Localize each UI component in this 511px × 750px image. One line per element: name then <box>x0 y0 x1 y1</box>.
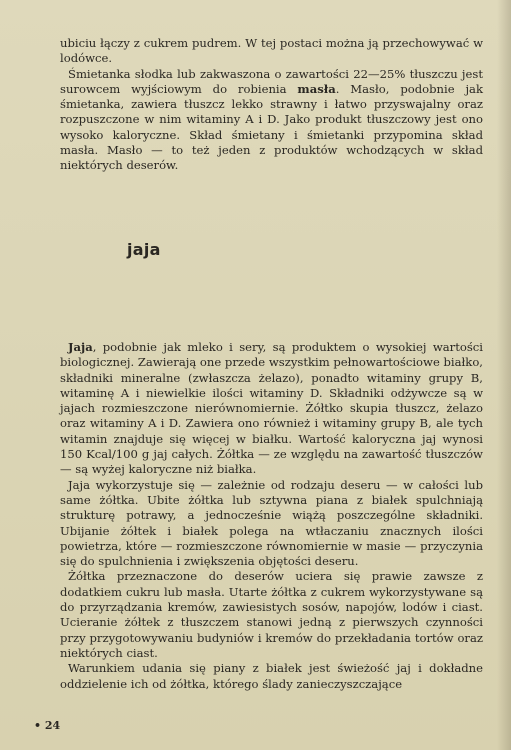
bold-term: masła <box>297 81 336 96</box>
paragraph-text: ubiciu łączy z cukrem pudrem. W tej postaci można ją przechowywać w lodówce. <box>60 36 483 66</box>
paragraph-text: , podobnie jak mleko i sery, są produktem o wysokiej wartości biologicznej. Zawierają one przede wszystkim pełnowartościowe białko, składniki mineralne (zwłaszcza żelazo), ponadto witaminy grupy B, witaminę A i niewielkie ilości witaminy D. Składniki odżywcze są w jajach rozmieszczone nierównomiernie. Żółtko skupia tłuszcz, żelazo oraz witaminy A i D. Zawiera ono również i witaminy grupy B, ale tych witamin znajduje się więcej w białku. Wartość kaloryczna jaj wynosi 150 Kcal/100 g jaj całych. Żółtka — ze względu na zawartość tłuszczów — są wyżej kaloryczne niż białka. <box>60 340 483 477</box>
page-number: • 24 <box>34 719 61 732</box>
paragraph-cream-storage <box>60 36 483 67</box>
main-text-block <box>60 340 483 692</box>
paragraph-whites: Warunkiem udania się piany z białek jest świeżość jaj i dokładne oddzielenie ich od żółtka, którego ślady zanieczyszczające <box>60 661 483 691</box>
paragraph-butter <box>60 67 483 174</box>
section-heading: jaja <box>127 240 161 259</box>
paragraph-yolks: Żółtka przeznaczone do deserów uciera się prawie zawsze z dodatkiem cukru lub masła. Utarte żółtka z cukrem wykorzystywane są do przyrządzania kremów, zawiesistych sosów, napojów, lodów i ciast. Ucieranie żółtek z tłuszczem stanowi jedną z pierwszych czynności przy przygotowywaniu budyniów i kremów do przekładania tortów oraz niektórych ciast. <box>60 569 483 660</box>
paragraph-text: . Masło, podobnie jak śmietanka, zawiera tłuszcz lekko strawny i łatwo przyswajalny oraz rozpuszczone w nim witaminy A i D. Jako produkt tłuszczowy jest ono wysoko kaloryczne. Skład śmietany i śmietanki przypomina skład masła. Masło — to też jeden z produktów wchodzących w skład niektórych deserów. <box>60 81 483 173</box>
paragraph-text: Śmietanka słodka lub zakwaszona o zawartości 22—25% tłuszczu jest surowcem wyjściowym do robienia <box>60 66 483 96</box>
page-edge-shadow <box>497 0 511 750</box>
top-text-block <box>60 36 483 174</box>
bold-term: Jaja <box>68 340 93 354</box>
paragraph-eggs-usage: Jaja wykorzystuje się — zależnie od rodzaju deseru — w całości lub same żółtka. Ubite żółtka lub sztywna piana z białek spulchniają strukturę potrawy, a jednocześnie wiążą poszczególne składniki. Ubijanie żółtek i białek polega na wtłaczaniu znacznych ilości powietrza, które — rozmieszczone równomiernie w masie — przyczynia się do spulchnienia i zwiększenia objętości deseru. <box>60 477 483 569</box>
page-number-value: 24 <box>44 719 61 732</box>
paragraph-eggs-intro <box>60 340 483 478</box>
